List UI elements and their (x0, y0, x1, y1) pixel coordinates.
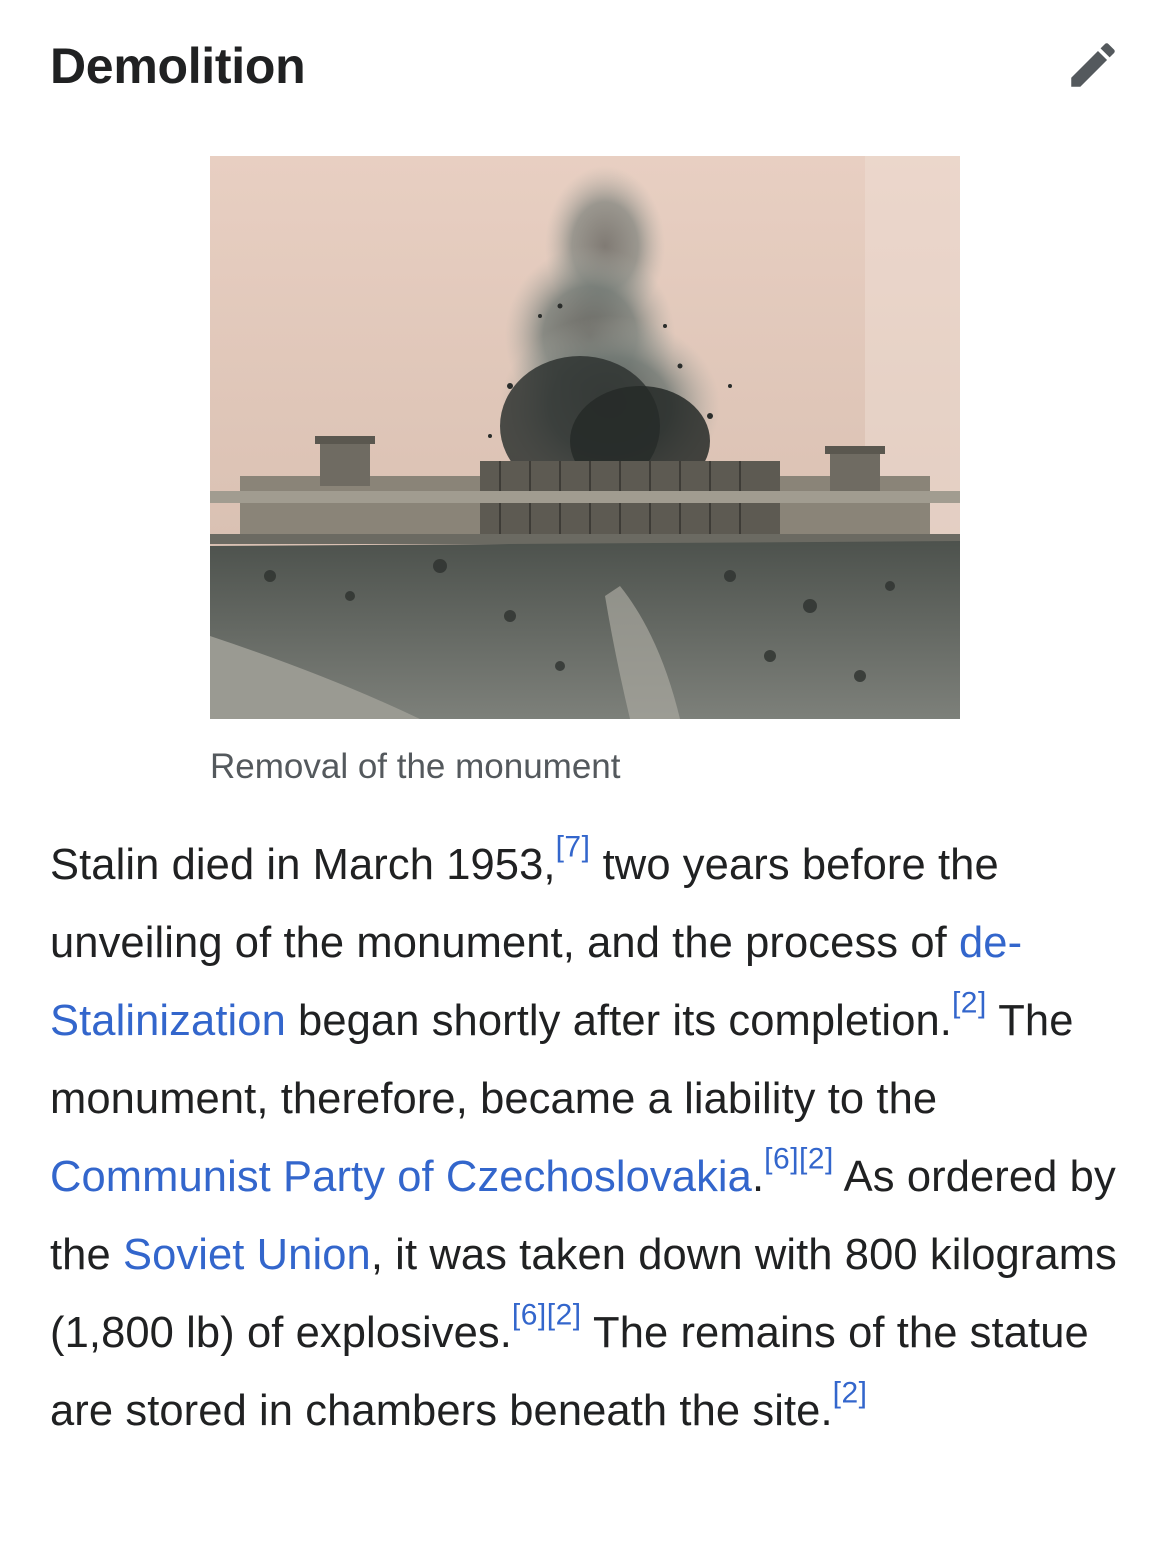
section-header (50, 28, 1122, 108)
pencil-icon[interactable] (1064, 36, 1122, 94)
text-segment: The remains of the statue are stored in chambers beneath the site. (50, 1309, 1089, 1435)
citation-ref[interactable]: [2] (951, 986, 987, 1020)
body-paragraph (50, 826, 1130, 1450)
figure-caption: Removal of the monument (210, 747, 621, 786)
text-segment: The monument, therefore, became a liability to the (50, 997, 1074, 1123)
citation-ref[interactable]: [6] (511, 1298, 547, 1332)
text-segment: began shortly after its completion. (285, 997, 952, 1045)
text-segment: . (751, 1153, 765, 1201)
link-soviet-union[interactable]: Soviet Union (122, 1231, 371, 1279)
text-segment: two years before the unveiling of the monument, and the process of (50, 841, 999, 967)
citation-ref[interactable]: [2] (832, 1376, 868, 1410)
figure (210, 156, 960, 789)
text-segment: , it was taken down with 800 kilograms (1,800 lb) of explosives. (50, 1231, 1117, 1357)
link-de-stalinization[interactable]: de-Stalinization (50, 919, 1023, 1045)
section-title: Demolition (50, 38, 306, 94)
citation-ref[interactable]: [2] (799, 1142, 834, 1176)
text-segment: Stalin died in March 1953, (50, 841, 556, 889)
citation-ref[interactable]: [2] (546, 1298, 582, 1332)
text-segment: As ordered by the (50, 1153, 1116, 1279)
explosion-photo[interactable] (210, 156, 960, 719)
citation-ref[interactable]: [6] (764, 1142, 800, 1176)
citation-ref[interactable]: [7] (555, 830, 591, 864)
link-communist-party[interactable]: Communist Party of Czechoslovakia (50, 1153, 752, 1201)
